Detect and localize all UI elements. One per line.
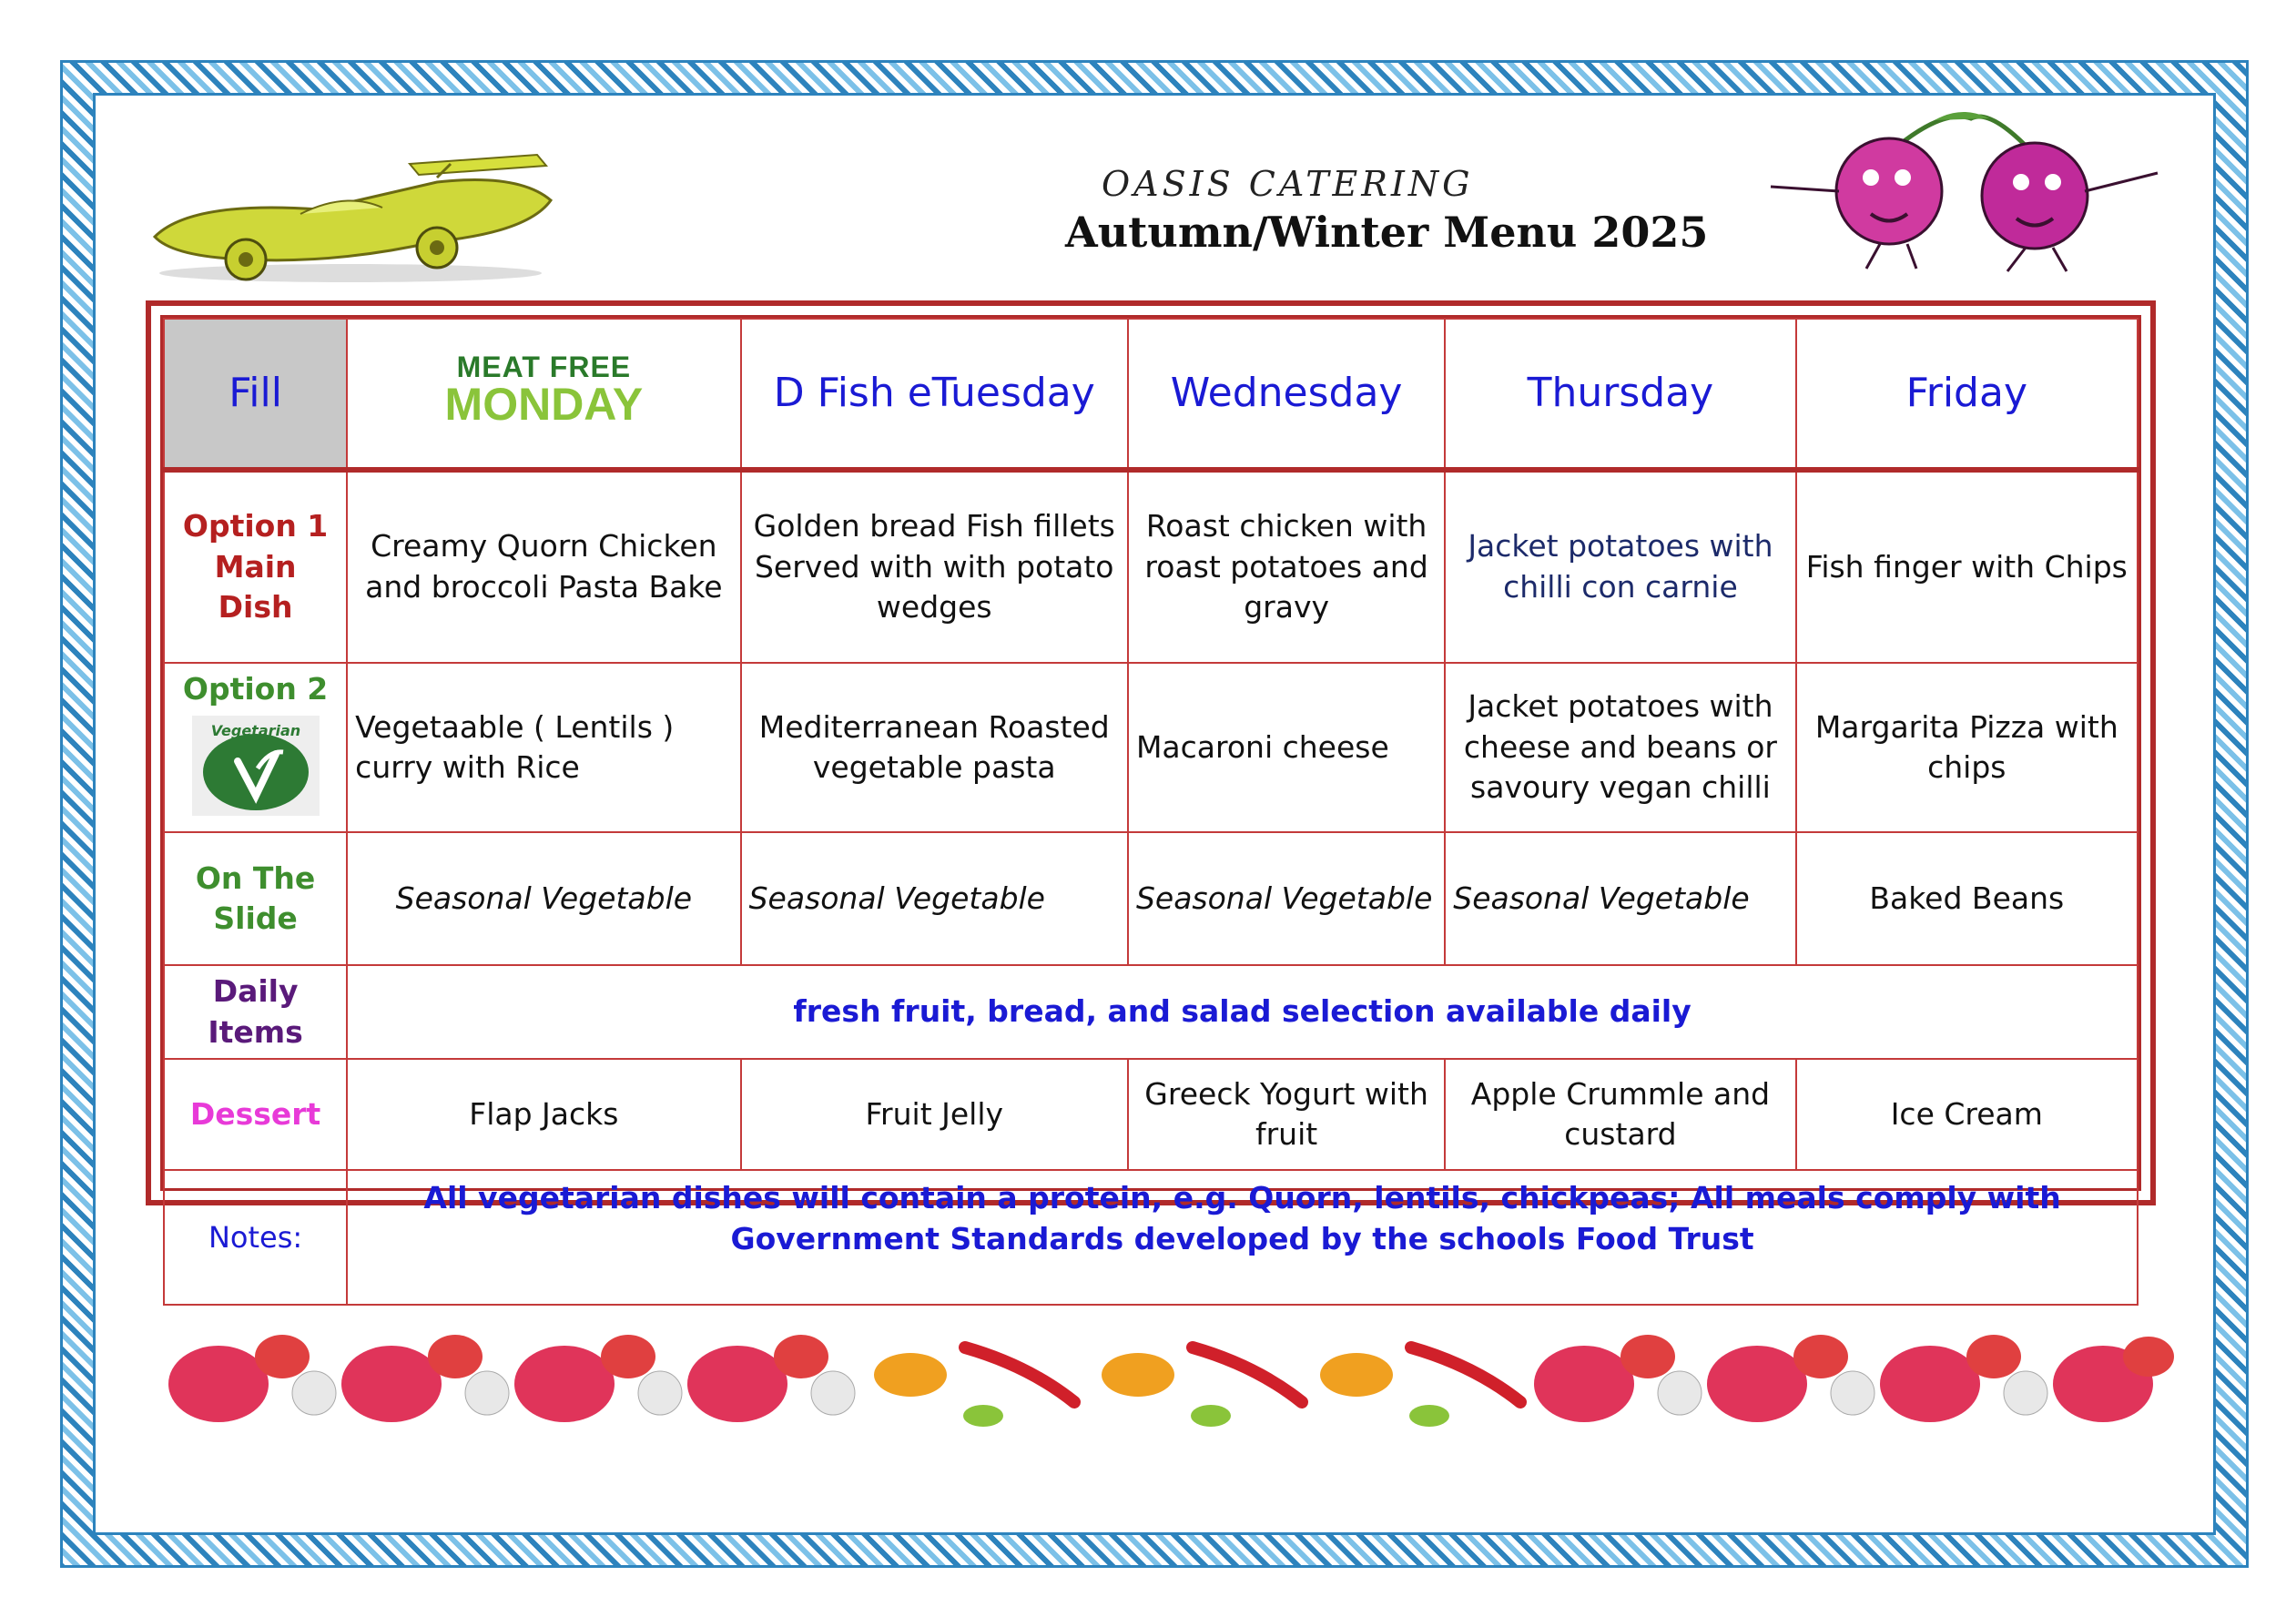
option2-friday: Margarita Pizza with chips — [1796, 663, 2138, 832]
brand-name: OASIS CATERING — [1102, 164, 1474, 204]
vegetarian-badge-icon — [192, 716, 320, 816]
slide-thursday: Seasonal Vegetable — [1445, 832, 1795, 965]
slide-label: On The Slide — [164, 832, 347, 965]
option2-row — [164, 663, 2138, 832]
slide-tuesday: Seasonal Vegetable — [741, 832, 1128, 965]
option1-thursday: Jacket potatoes with chilli con carnie — [1445, 470, 1795, 663]
dessert-friday: Ice Cream — [1796, 1059, 2138, 1170]
header-thursday: Thursday — [1445, 319, 1795, 470]
meat-free-monday-logo — [444, 351, 644, 431]
menu-table-frame — [146, 300, 2156, 1256]
option1-label-line2: Main Dish — [214, 548, 297, 625]
dessert-tuesday: Fruit Jelly — [741, 1059, 1128, 1170]
option1-label-line1: Option 1 — [182, 508, 329, 544]
tomato-group-left — [168, 1335, 855, 1422]
header-monday — [347, 319, 740, 470]
header-friday: Friday — [1796, 319, 2138, 470]
daily-text: fresh fruit, bread, and salad selection available daily — [347, 965, 2138, 1059]
slide-monday: Seasonal Vegetable — [347, 832, 740, 965]
tomato-group-right — [1534, 1335, 2174, 1422]
daily-row — [164, 965, 2138, 1059]
notes-label: Notes: — [164, 1170, 347, 1305]
option1-row — [164, 470, 2138, 663]
vegetarian-badge-text: Vegetarian — [210, 721, 300, 739]
slide-wednesday: Seasonal Vegetable — [1128, 832, 1445, 965]
dessert-label: Dessert — [164, 1059, 347, 1170]
option2-label — [164, 663, 347, 832]
header-tuesday: D Fish eTuesday — [741, 319, 1128, 470]
option2-wednesday: Macaroni cheese — [1128, 663, 1445, 832]
notes-text: All vegetarian dishes will contain a protein, e.g. Quorn, lentils, chickpeas; All meals comply with Government Standards developed by the schools Food Trust — [347, 1170, 2138, 1305]
option1-wednesday: Roast chicken with roast potatoes and gravy — [1128, 470, 1445, 663]
slide-row — [164, 832, 2138, 965]
dessert-thursday: Apple Crummle and custard — [1445, 1059, 1795, 1170]
header-wednesday: Wednesday — [1128, 319, 1445, 470]
option2-tuesday: Mediterranean Roasted vegetable pasta — [741, 663, 1128, 832]
slide-friday: Baked Beans — [1796, 832, 2138, 965]
option1-tuesday: Golden bread Fish fillets Served with with potato wedges — [741, 470, 1128, 663]
vegetable-border-illustration — [164, 1284, 2185, 1466]
option2-label-text: Option 2 — [182, 671, 329, 707]
option1-monday: Creamy Quorn Chicken and broccoli Pasta Bake — [347, 470, 740, 663]
option1-label — [164, 470, 347, 663]
dessert-wednesday: Greeck Yogurt with fruit — [1128, 1059, 1445, 1170]
option2-thursday: Jacket potatoes with cheese and beans or savoury vegan chilli — [1445, 663, 1795, 832]
cherries-illustration — [1752, 109, 2171, 273]
header-row — [164, 319, 2138, 470]
dessert-row — [164, 1059, 2138, 1170]
header-fill: Fill — [164, 319, 347, 470]
banana-car-illustration — [137, 146, 564, 291]
daily-label: Daily Items — [164, 965, 347, 1059]
option1-friday: Fish finger with Chips — [1796, 470, 2138, 663]
page-title: Autumn/Winter Menu 2025 — [1065, 208, 1709, 257]
pepper-group-middle — [874, 1348, 1520, 1427]
monday-text: MONDAY — [444, 379, 644, 431]
menu-table — [163, 318, 2139, 1306]
option2-monday: Vegetaable ( Lentils ) curry with Rice — [347, 663, 740, 832]
dessert-monday: Flap Jacks — [347, 1059, 740, 1170]
menu-table-inner-frame — [160, 315, 2141, 1256]
meat-free-text: MEAT FREE — [456, 351, 632, 384]
